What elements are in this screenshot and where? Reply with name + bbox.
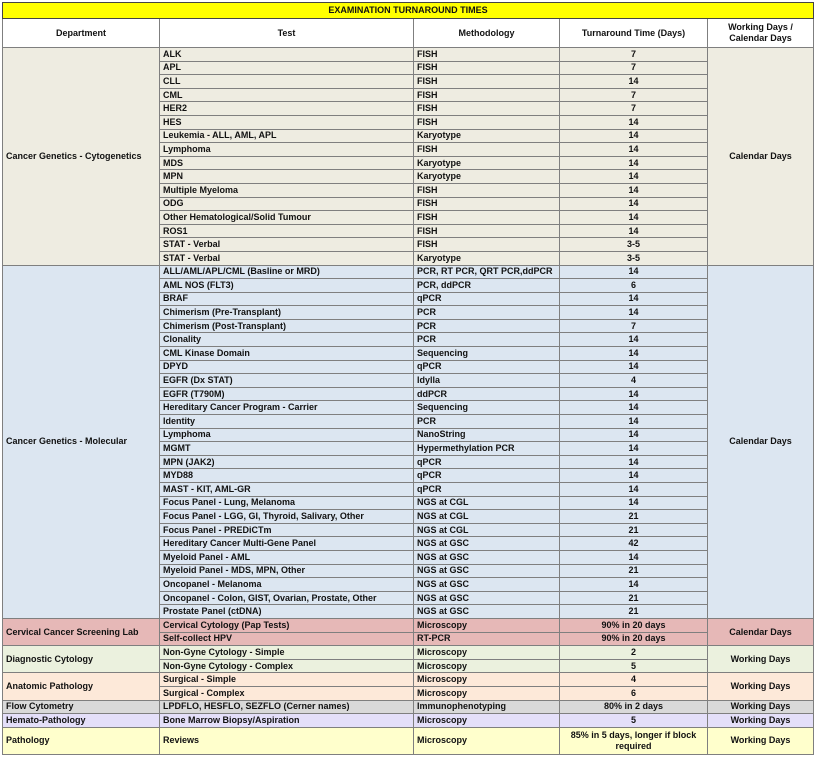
methodology-cell: FISH xyxy=(414,115,560,129)
department-cell: Cancer Genetics - Molecular xyxy=(3,265,160,618)
turnaround-cell: 6 xyxy=(560,279,708,293)
table-row xyxy=(3,48,814,62)
methodology-cell: qPCR xyxy=(414,469,560,483)
test-cell: Non-Gyne Cytology - Complex xyxy=(160,659,414,673)
test-cell: MAST - KIT, AML-GR xyxy=(160,483,414,497)
turnaround-cell: 3-5 xyxy=(560,251,708,265)
turnaround-cell: 14 xyxy=(560,306,708,320)
header-test: Test xyxy=(160,19,414,48)
test-cell: MDS xyxy=(160,156,414,170)
department-cell: Cancer Genetics - Cytogenetics xyxy=(3,48,160,266)
turnaround-cell: 6 xyxy=(560,686,708,700)
methodology-cell: FISH xyxy=(414,75,560,89)
turnaround-cell: 14 xyxy=(560,170,708,184)
test-cell: Reviews xyxy=(160,727,414,754)
test-cell: Clonality xyxy=(160,333,414,347)
test-cell: Hereditary Cancer Multi-Gene Panel xyxy=(160,537,414,551)
test-cell: Hereditary Cancer Program - Carrier xyxy=(160,401,414,415)
test-cell: CML Kinase Domain xyxy=(160,347,414,361)
test-cell: Multiple Myeloma xyxy=(160,183,414,197)
department-cell: Pathology xyxy=(3,727,160,754)
turnaround-cell: 3-5 xyxy=(560,238,708,252)
methodology-cell: Immunophenotyping xyxy=(414,700,560,714)
methodology-cell: NGS at CGL xyxy=(414,496,560,510)
test-cell: Myeloid Panel - MDS, MPN, Other xyxy=(160,564,414,578)
methodology-cell: PCR, RT PCR, QRT PCR,ddPCR xyxy=(414,265,560,279)
test-cell: Chimerism (Pre-Transplant) xyxy=(160,306,414,320)
department-cell: Anatomic Pathology xyxy=(3,673,160,700)
table-row xyxy=(3,700,814,714)
methodology-cell: Microscopy xyxy=(414,727,560,754)
working-days-cell: Calendar Days xyxy=(708,48,814,266)
turnaround-cell: 14 xyxy=(560,428,708,442)
department-cell: Flow Cytometry xyxy=(3,700,160,714)
methodology-cell: PCR xyxy=(414,415,560,429)
turnaround-cell: 5 xyxy=(560,714,708,728)
department-cell: Cervical Cancer Screening Lab xyxy=(3,618,160,645)
working-days-cell: Working Days xyxy=(708,714,814,728)
turnaround-cell: 21 xyxy=(560,591,708,605)
methodology-cell: Karyotype xyxy=(414,156,560,170)
methodology-cell: Microscopy xyxy=(414,618,560,632)
methodology-cell: FISH xyxy=(414,143,560,157)
turnaround-cell: 21 xyxy=(560,605,708,619)
table-row xyxy=(3,265,814,279)
turnaround-cell: 80% in 2 days xyxy=(560,700,708,714)
methodology-cell: NanoString xyxy=(414,428,560,442)
methodology-cell: Microscopy xyxy=(414,686,560,700)
table-row xyxy=(3,618,814,632)
test-cell: Surgical - Complex xyxy=(160,686,414,700)
working-days-cell: Working Days xyxy=(708,727,814,754)
turnaround-cell: 14 xyxy=(560,211,708,225)
turnaround-cell: 7 xyxy=(560,88,708,102)
methodology-cell: FISH xyxy=(414,88,560,102)
methodology-cell: FISH xyxy=(414,197,560,211)
header-turnaround: Turnaround Time (Days) xyxy=(560,19,708,48)
methodology-cell: PCR, ddPCR xyxy=(414,279,560,293)
turnaround-cell: 4 xyxy=(560,673,708,687)
methodology-cell: NGS at GSC xyxy=(414,591,560,605)
turnaround-cell: 90% in 20 days xyxy=(560,618,708,632)
test-cell: MYD88 xyxy=(160,469,414,483)
methodology-cell: PCR xyxy=(414,333,560,347)
turnaround-cell: 14 xyxy=(560,347,708,361)
methodology-cell: FISH xyxy=(414,211,560,225)
test-cell: HER2 xyxy=(160,102,414,116)
test-cell: ALK xyxy=(160,48,414,62)
methodology-cell: NGS at GSC xyxy=(414,537,560,551)
test-cell: MPN xyxy=(160,170,414,184)
methodology-cell: Microscopy xyxy=(414,659,560,673)
methodology-cell: Sequencing xyxy=(414,401,560,415)
methodology-cell: Microscopy xyxy=(414,673,560,687)
test-cell: Focus Panel - PREDiCTm xyxy=(160,523,414,537)
working-days-cell: Working Days xyxy=(708,646,814,673)
test-cell: HES xyxy=(160,115,414,129)
methodology-cell: Microscopy xyxy=(414,646,560,660)
table-row xyxy=(3,727,814,754)
test-cell: STAT - Verbal xyxy=(160,238,414,252)
turnaround-cell: 21 xyxy=(560,510,708,524)
test-cell: Self-collect HPV xyxy=(160,632,414,646)
methodology-cell: ddPCR xyxy=(414,387,560,401)
methodology-cell: Karyotype xyxy=(414,129,560,143)
methodology-cell: qPCR xyxy=(414,360,560,374)
turnaround-cell: 14 xyxy=(560,143,708,157)
turnaround-cell: 2 xyxy=(560,646,708,660)
methodology-cell: qPCR xyxy=(414,292,560,306)
methodology-cell: NGS at CGL xyxy=(414,523,560,537)
methodology-cell: FISH xyxy=(414,61,560,75)
test-cell: EGFR (T790M) xyxy=(160,387,414,401)
turnaround-cell: 14 xyxy=(560,156,708,170)
methodology-cell: NGS at CGL xyxy=(414,510,560,524)
test-cell: ODG xyxy=(160,197,414,211)
test-cell: Surgical - Simple xyxy=(160,673,414,687)
turnaround-cell: 42 xyxy=(560,537,708,551)
test-cell: MPN (JAK2) xyxy=(160,455,414,469)
working-days-cell: Calendar Days xyxy=(708,618,814,645)
test-cell: Lymphoma xyxy=(160,428,414,442)
turnaround-cell: 14 xyxy=(560,442,708,456)
header-department: Department xyxy=(3,19,160,48)
header-methodology: Methodology xyxy=(414,19,560,48)
methodology-cell: Karyotype xyxy=(414,170,560,184)
test-cell: Focus Panel - LGG, GI, Thyroid, Salivary, Other xyxy=(160,510,414,524)
test-cell: ALL/AML/APL/CML (Basline or MRD) xyxy=(160,265,414,279)
turnaround-cell: 90% in 20 days xyxy=(560,632,708,646)
methodology-cell: NGS at GSC xyxy=(414,578,560,592)
turnaround-cell: 7 xyxy=(560,61,708,75)
turnaround-cell: 14 xyxy=(560,265,708,279)
methodology-cell: RT-PCR xyxy=(414,632,560,646)
test-cell: STAT - Verbal xyxy=(160,251,414,265)
methodology-cell: Microscopy xyxy=(414,714,560,728)
methodology-cell: qPCR xyxy=(414,455,560,469)
test-cell: Oncopanel - Melanoma xyxy=(160,578,414,592)
turnaround-cell: 7 xyxy=(560,102,708,116)
test-cell: Bone Marrow Biopsy/Aspiration xyxy=(160,714,414,728)
test-cell: Myeloid Panel - AML xyxy=(160,550,414,564)
test-cell: MGMT xyxy=(160,442,414,456)
turnaround-cell: 7 xyxy=(560,48,708,62)
test-cell: APL xyxy=(160,61,414,75)
methodology-cell: NGS at GSC xyxy=(414,550,560,564)
working-days-cell: Working Days xyxy=(708,673,814,700)
test-cell: Cervical Cytology (Pap Tests) xyxy=(160,618,414,632)
header-working-days: Working Days / Calendar Days xyxy=(708,19,814,48)
methodology-cell: FISH xyxy=(414,183,560,197)
turnaround-cell: 14 xyxy=(560,415,708,429)
methodology-cell: FISH xyxy=(414,102,560,116)
methodology-cell: PCR xyxy=(414,306,560,320)
turnaround-cell: 14 xyxy=(560,455,708,469)
methodology-cell: FISH xyxy=(414,238,560,252)
test-cell: ROS1 xyxy=(160,224,414,238)
turnaround-table xyxy=(2,2,814,755)
turnaround-cell: 14 xyxy=(560,115,708,129)
turnaround-cell: 14 xyxy=(560,224,708,238)
department-cell: Hemato-Pathology xyxy=(3,714,160,728)
methodology-cell: Karyotype xyxy=(414,251,560,265)
test-cell: Identity xyxy=(160,415,414,429)
turnaround-cell: 14 xyxy=(560,197,708,211)
table-row xyxy=(3,646,814,660)
turnaround-cell: 14 xyxy=(560,401,708,415)
methodology-cell: FISH xyxy=(414,48,560,62)
test-cell: Chimerism (Post-Transplant) xyxy=(160,319,414,333)
working-days-cell: Working Days xyxy=(708,700,814,714)
methodology-cell: Hypermethylation PCR xyxy=(414,442,560,456)
department-cell: Diagnostic Cytology xyxy=(3,646,160,673)
turnaround-cell: 14 xyxy=(560,129,708,143)
turnaround-cell: 14 xyxy=(560,469,708,483)
test-cell: Non-Gyne Cytology - Simple xyxy=(160,646,414,660)
turnaround-cell: 21 xyxy=(560,523,708,537)
methodology-cell: Sequencing xyxy=(414,347,560,361)
table-row xyxy=(3,673,814,687)
test-cell: EGFR (Dx STAT) xyxy=(160,374,414,388)
test-cell: CLL xyxy=(160,75,414,89)
methodology-cell: NGS at GSC xyxy=(414,605,560,619)
turnaround-cell: 14 xyxy=(560,75,708,89)
turnaround-cell: 4 xyxy=(560,374,708,388)
working-days-cell: Calendar Days xyxy=(708,265,814,618)
turnaround-cell: 85% in 5 days, longer if block required xyxy=(560,727,708,754)
test-cell: Oncopanel - Colon, GIST, Ovarian, Prostate, Other xyxy=(160,591,414,605)
methodology-cell: NGS at GSC xyxy=(414,564,560,578)
test-cell: Other Hematological/Solid Tumour xyxy=(160,211,414,225)
turnaround-cell: 14 xyxy=(560,483,708,497)
turnaround-cell: 5 xyxy=(560,659,708,673)
test-cell: Leukemia - ALL, AML, APL xyxy=(160,129,414,143)
test-cell: DPYD xyxy=(160,360,414,374)
test-cell: LPDFLO, HESFLO, SEZFLO (Cerner names) xyxy=(160,700,414,714)
test-cell: CML xyxy=(160,88,414,102)
test-cell: Prostate Panel (ctDNA) xyxy=(160,605,414,619)
table-row xyxy=(3,714,814,728)
turnaround-cell: 14 xyxy=(560,387,708,401)
turnaround-cell: 14 xyxy=(560,333,708,347)
turnaround-cell: 21 xyxy=(560,564,708,578)
turnaround-cell: 14 xyxy=(560,183,708,197)
methodology-cell: qPCR xyxy=(414,483,560,497)
turnaround-cell: 14 xyxy=(560,550,708,564)
turnaround-cell: 7 xyxy=(560,319,708,333)
turnaround-cell: 14 xyxy=(560,360,708,374)
turnaround-cell: 14 xyxy=(560,496,708,510)
methodology-cell: Idylla xyxy=(414,374,560,388)
test-cell: Focus Panel - Lung, Melanoma xyxy=(160,496,414,510)
turnaround-cell: 14 xyxy=(560,578,708,592)
table-title: EXAMINATION TURNAROUND TIMES xyxy=(3,3,814,19)
methodology-cell: PCR xyxy=(414,319,560,333)
methodology-cell: FISH xyxy=(414,224,560,238)
test-cell: Lymphoma xyxy=(160,143,414,157)
test-cell: BRAF xyxy=(160,292,414,306)
turnaround-cell: 14 xyxy=(560,292,708,306)
test-cell: AML NOS (FLT3) xyxy=(160,279,414,293)
